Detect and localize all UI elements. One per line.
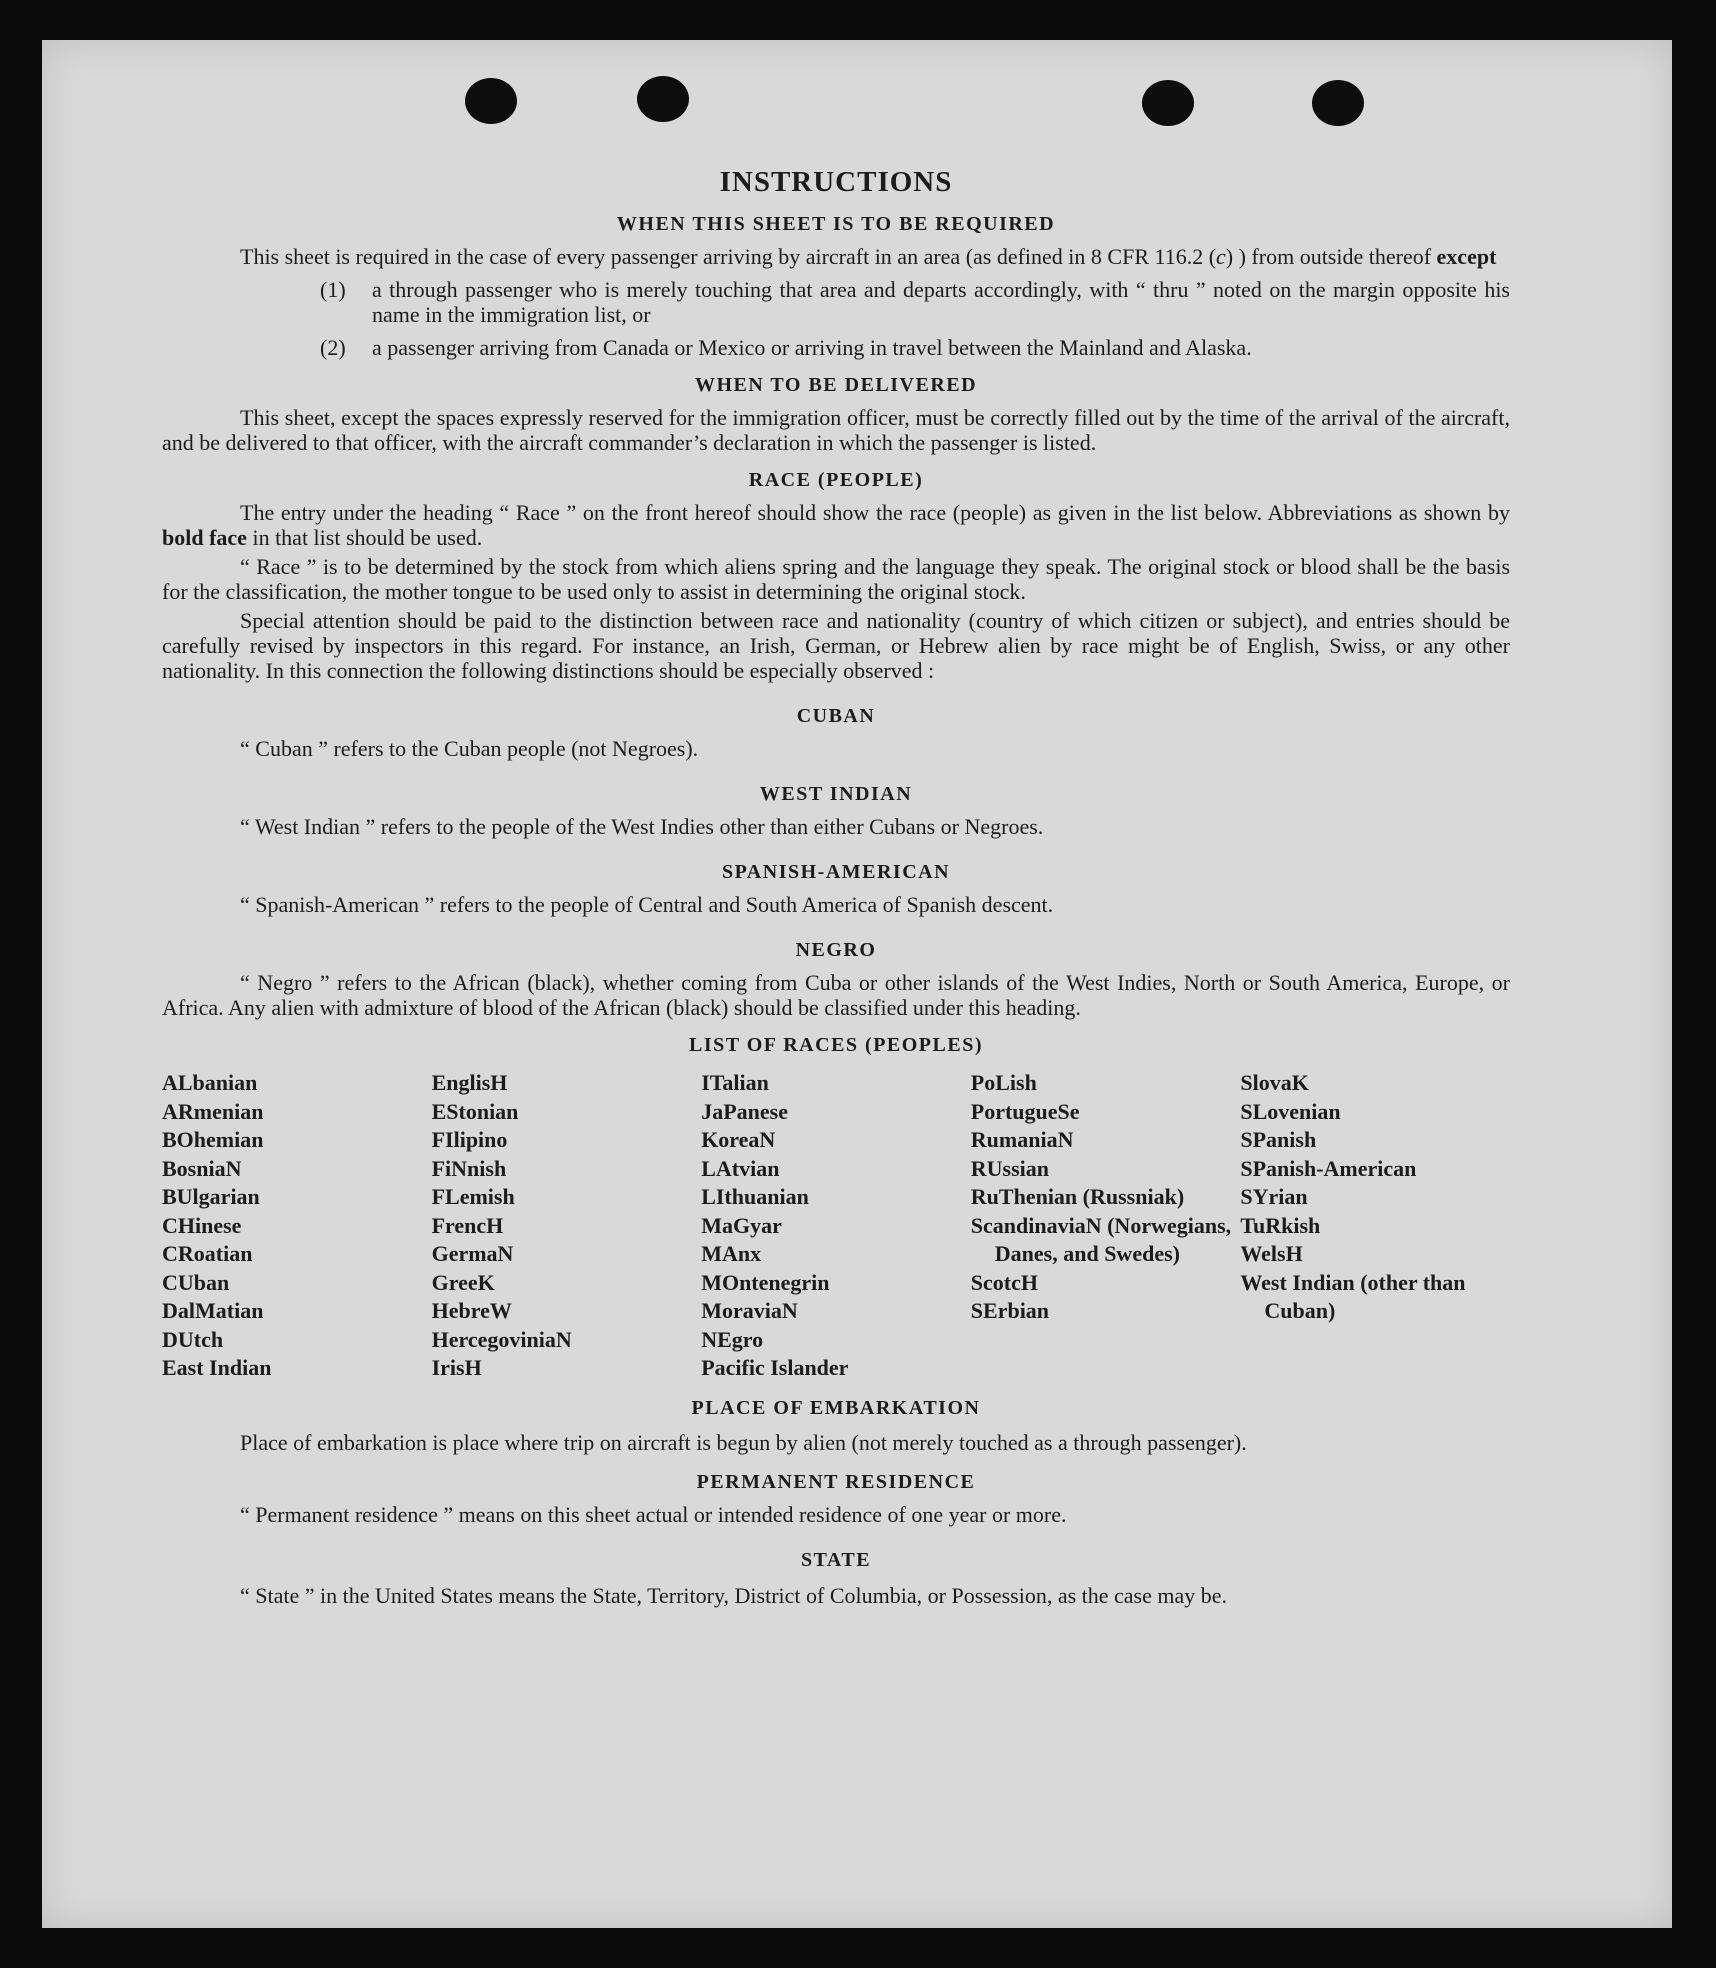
race-item: JaPanese — [701, 1098, 788, 1124]
race-item: East Indian — [162, 1355, 272, 1380]
race-item: BUlgarian — [162, 1184, 260, 1209]
race-text-b: in that list should be used. — [246, 525, 483, 550]
race-item: IrisH — [431, 1355, 482, 1380]
race-item: MaGyar — [701, 1212, 782, 1238]
race-item: SYrian — [1240, 1184, 1308, 1209]
race-item: CHinese — [162, 1212, 242, 1238]
race-item: MOntenegrin — [701, 1269, 830, 1295]
race-item: NEgro — [701, 1326, 764, 1352]
races-column-5 — [1240, 1069, 1510, 1383]
heading-west-indian: WEST INDIAN — [759, 783, 913, 805]
race-item: RuThenian (Russniak) — [970, 1184, 1185, 1209]
race-text-a: The entry under the heading “ Race ” on the front hereof should show the race (people) as given in the list below. Abbreviations as shown by — [240, 500, 1510, 525]
document-content — [162, 122, 1510, 1611]
race-item: GermaN — [431, 1241, 514, 1266]
race-item: CRoatian — [162, 1241, 253, 1266]
race-item: ALbanian — [162, 1070, 258, 1095]
exception-item-2 — [162, 335, 1510, 360]
requirement-except: except — [1436, 244, 1497, 269]
race-item: FiNnish — [431, 1155, 507, 1181]
exception-text-2: a passenger arriving from Canada or Mexico or arriving in travel between the Mainland and Alaska. — [372, 335, 1252, 360]
heading-state: STATE — [800, 1548, 872, 1571]
race-item: SErbian — [970, 1298, 1050, 1323]
race-item: RumaniaN — [970, 1127, 1074, 1152]
exception-number-1: (1) — [320, 277, 346, 302]
race-item: Pacific Islander — [701, 1355, 849, 1380]
punch-hole-2 — [637, 76, 689, 122]
punch-hole-3 — [1142, 80, 1194, 126]
races-column-3 — [701, 1069, 971, 1383]
paragraph-race-2: “ Race ” is to be determined by the stock from which aliens spring and the language they speak. The original stock or blood shall be the basis for the classification, the mother tongue to be used only to assist in determining the original stock. — [162, 554, 1510, 604]
paragraph-delivery: This sheet, except the spaces expressly reserved for the immigration officer, must be correctly filled out by the time of the arrival of the aircraft, and be delivered to that officer, with the aircraft commander’s declaration in which the passenger is listed. — [162, 405, 1510, 455]
race-item: HercegoviniaN — [431, 1326, 572, 1352]
requirement-text-b: ) ) from outside thereof — [1225, 244, 1437, 269]
heading-when-required: WHEN THIS SHEET IS TO BE REQUIRED — [616, 213, 1056, 235]
race-item: LAtvian — [701, 1155, 780, 1181]
heading-embarkation: PLACE OF EMBARKATION — [691, 1396, 981, 1419]
race-item: SPanish-American — [1240, 1155, 1417, 1181]
exception-item-1 — [162, 277, 1510, 327]
race-item: FIlipino — [431, 1127, 508, 1152]
punch-hole-1 — [465, 78, 517, 124]
exception-number-2: (2) — [320, 335, 346, 360]
race-item: MoraviaN — [701, 1298, 798, 1323]
race-item: KoreaN — [701, 1127, 776, 1152]
race-item: ScandinaviaN (Norwegians, Danes, and Swedes) — [970, 1212, 1232, 1266]
race-item: EnglisH — [431, 1070, 508, 1095]
race-item: HebreW — [431, 1298, 512, 1323]
paragraph-race-1 — [162, 500, 1510, 550]
race-item: West Indian (other than Cuban) — [1240, 1269, 1466, 1323]
paragraph-state: “ State ” in the United States means the State, Territory, District of Columbia, or Possession, as the case may be. — [240, 1582, 1228, 1608]
heading-residence: PERMANENT RESIDENCE — [696, 1470, 976, 1493]
race-item: MAnx — [701, 1241, 762, 1266]
race-item: EStonian — [431, 1098, 519, 1124]
race-item: PoLish — [970, 1070, 1037, 1095]
paragraph-negro: “ Negro ” refers to the African (black), whether coming from Cuba or other islands of the West Indies, North or South America, Europe, or Africa. Any alien with admixture of blood of the African (black) should be classified under this heading. — [162, 970, 1510, 1020]
punch-hole-4 — [1312, 80, 1364, 126]
heading-cuban: CUBAN — [796, 705, 876, 727]
race-item: SlovaK — [1240, 1070, 1309, 1095]
races-column-4 — [971, 1069, 1241, 1383]
paragraph-west-indian: “ West Indian ” refers to the people of the West Indies other than either Cubans or Negroes. — [240, 814, 1044, 839]
requirement-text-a: This sheet is required in the case of every passenger arriving by aircraft in an area (as defined in 8 CFR 116.2 ( — [240, 244, 1217, 269]
paragraph-race-3: Special attention should be paid to the distinction between race and nationality (country of which citizen or subject), and entries should be carefully revised by inspectors in this regard. For instance, an Irish, German, or Hebrew alien by race might be of English, Swiss, or any other nationality. In this connection the following distinctions should be especially observed : — [162, 608, 1510, 683]
race-item: BosniaN — [162, 1155, 242, 1181]
requirement-text-c: c — [1216, 244, 1226, 269]
paragraph-spanish-american: “ Spanish-American ” refers to the people of Central and South America of Spanish descent. — [240, 892, 1054, 917]
race-item: DalMatian — [162, 1298, 264, 1323]
races-list — [162, 1069, 1510, 1383]
races-column-1 — [162, 1069, 432, 1383]
heading-spanish-american: SPANISH-AMERICAN — [721, 861, 951, 883]
race-item: CUban — [162, 1269, 230, 1295]
race-item: BOhemian — [162, 1127, 264, 1152]
race-item: PortugueSe — [970, 1098, 1080, 1124]
races-column-2 — [432, 1069, 702, 1383]
paragraph-residence: “ Permanent residence ” means on this sheet actual or intended residence of one year or more. — [240, 1501, 1067, 1527]
paragraph-embarkation: Place of embarkation is place where trip on aircraft is begun by alien (not merely touched as a through passenger). — [240, 1429, 1247, 1455]
document-title: INSTRUCTIONS — [719, 166, 953, 198]
paragraph-requirement — [162, 244, 1510, 269]
paragraph-cuban: “ Cuban ” refers to the Cuban people (not Negroes). — [240, 736, 699, 761]
heading-when-delivered: WHEN TO BE DELIVERED — [694, 374, 978, 396]
heading-race: RACE (PEOPLE) — [748, 469, 924, 491]
race-item: FrencH — [431, 1212, 504, 1238]
heading-negro: NEGRO — [795, 939, 877, 961]
race-item: SPanish — [1240, 1127, 1317, 1152]
exception-text-1: a through passenger who is merely touching that area and departs accordingly, with “ thru ” noted on the margin opposite his name in the immigration list, or — [372, 277, 1510, 327]
race-item: DUtch — [162, 1326, 224, 1352]
race-bold-face: bold face — [162, 525, 247, 550]
race-item: ScotcH — [970, 1269, 1038, 1295]
heading-list-of-races: LIST OF RACES (PEOPLES) — [688, 1034, 983, 1056]
race-item: ITalian — [701, 1070, 769, 1095]
race-item: LIthuanian — [701, 1184, 809, 1209]
race-item: TuRkish — [1240, 1212, 1321, 1238]
race-item: GreeK — [431, 1269, 495, 1295]
race-item: RUssian — [970, 1155, 1050, 1181]
race-item: ARmenian — [162, 1098, 264, 1124]
race-item: FLemish — [431, 1184, 515, 1209]
race-item: WelsH — [1240, 1241, 1303, 1266]
race-item: SLovenian — [1240, 1098, 1341, 1124]
